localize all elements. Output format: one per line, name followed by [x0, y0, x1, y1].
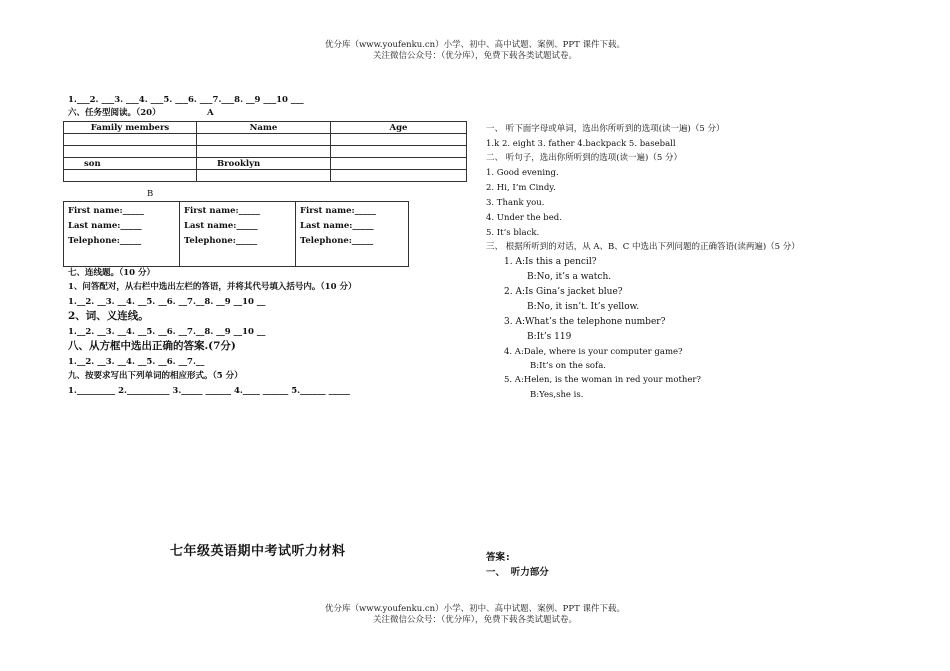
dialog-4-question: 4. A:Dale, where is your computer game? — [504, 347, 683, 357]
section8-title: 八、从方框中选出正确的答案.(7分) — [68, 340, 236, 352]
family-table — [63, 121, 467, 182]
page-footer-line1: 优分库（www.youfenku.cn）小学、初中、高中试题、案例、PPT 课件下载。 — [325, 604, 625, 614]
page-header-line1: 优分库（www.youfenku.cn）小学、初中、高中试题、案例、PPT 课件下载。 — [325, 40, 625, 50]
dialog-2-answer: B:No, it isn’t. It’s yellow. — [527, 302, 640, 312]
section6-title: 六、任务型阅读。（20） — [68, 108, 161, 118]
contact-table — [63, 201, 409, 267]
listening-material-title: 七年级英语期中考试听力材料 — [170, 544, 346, 559]
right-s2-item-3: 3. Thank you. — [486, 198, 545, 208]
page-header-line2: 关注微信公众号：（优分库），免费下载各类试题试卷。 — [372, 51, 577, 61]
right-s2-item-2: 2. Hi, I’m Cindy. — [486, 183, 556, 193]
dialog-1-question: 1. A:Is this a pencil? — [504, 257, 597, 267]
col-name: Name — [197, 122, 331, 134]
contact-card-1: First name:_____ Last name:_____ Telephone:_____ — [64, 202, 180, 267]
right-s1-items: 1.k 2. eight 3. father 4.backpack 5. baseball — [486, 139, 676, 149]
section6-label-a: A — [207, 108, 214, 118]
section7-blanks2: 1.__2. __3. __4. __5. __6. __7.__8. __9 __10 __ — [68, 327, 266, 337]
dialog-3-question: 3. A:What’s the telephone number? — [504, 317, 666, 327]
right-s1-title: 一、 听下面字母或单词，选出你所听到的选项(读一遍)（5 分） — [486, 124, 725, 134]
contact-card-2: First name:_____ Last name:_____ Telephone:_____ — [180, 202, 296, 267]
section6-label-b: B — [147, 189, 154, 199]
answer-label: 答案: — [486, 552, 511, 563]
section7-q1: 1、问答配对，从右栏中选出左栏的答语，并将其代号填入括号内。（10 分） — [68, 282, 357, 292]
col-family-members: Family members — [64, 122, 197, 134]
dialog-5-question: 5. A:Helen, is the woman in red your mother? — [504, 375, 701, 385]
section8-blanks: 1.__2. __3. __4. __5. __6. __7.__ — [68, 357, 205, 367]
dialog-3-answer: B:It’s 119 — [527, 332, 572, 342]
contact-card-3: First name:_____ Last name:_____ Telephone:_____ — [296, 202, 409, 267]
answer-part: 一、 听力部分 — [486, 567, 549, 578]
dialog-1-answer: B:No, it’s a watch. — [527, 272, 612, 282]
dialog-4-answer: B:It’s on the sofa. — [530, 361, 606, 371]
section7-blanks1: 1.__2. __3. __4. __5. __6. __7.__8. __9 __10 __ — [68, 297, 266, 307]
cell-brooklyn: Brooklyn — [197, 158, 331, 170]
section9-blanks: 1._________ 2.__________ 3._____ ______ 4.____ ______ 5.______ _____ — [68, 386, 350, 396]
section7-title: 七、连线题。（10 分） — [68, 268, 156, 278]
right-s2-item-1: 1. Good evening. — [486, 168, 559, 178]
blanks-line: 1.___2. ___3. ___4. ___5. ___6. ___7.___8. __9 ___10 ___ — [68, 95, 304, 105]
right-s2-item-4: 4. Under the bed. — [486, 213, 562, 223]
right-s2-item-5: 5. It’s black. — [486, 228, 540, 238]
section7-q2: 2、词、义连线。 — [68, 310, 149, 322]
col-age: Age — [331, 122, 467, 134]
dialog-2-question: 2. A:Is Gina’s jacket blue? — [504, 287, 623, 297]
right-s2-title: 二、 听句子，选出你所听到的选项(读一遍)（5 分） — [486, 153, 682, 163]
cell-son: son — [64, 158, 197, 170]
right-s3-title: 三、 根据所听到的对话，从 A、B、C 中选出下列问题的正确答语(读两遍)（5 分） — [486, 242, 800, 252]
page-footer-line2: 关注微信公众号：（优分库），免费下载各类试题试卷。 — [372, 615, 577, 625]
dialog-5-answer: B:Yes,she is. — [530, 390, 584, 400]
section9-title: 九、按要求写出下列单词的相应形式。（5 分） — [68, 371, 243, 381]
